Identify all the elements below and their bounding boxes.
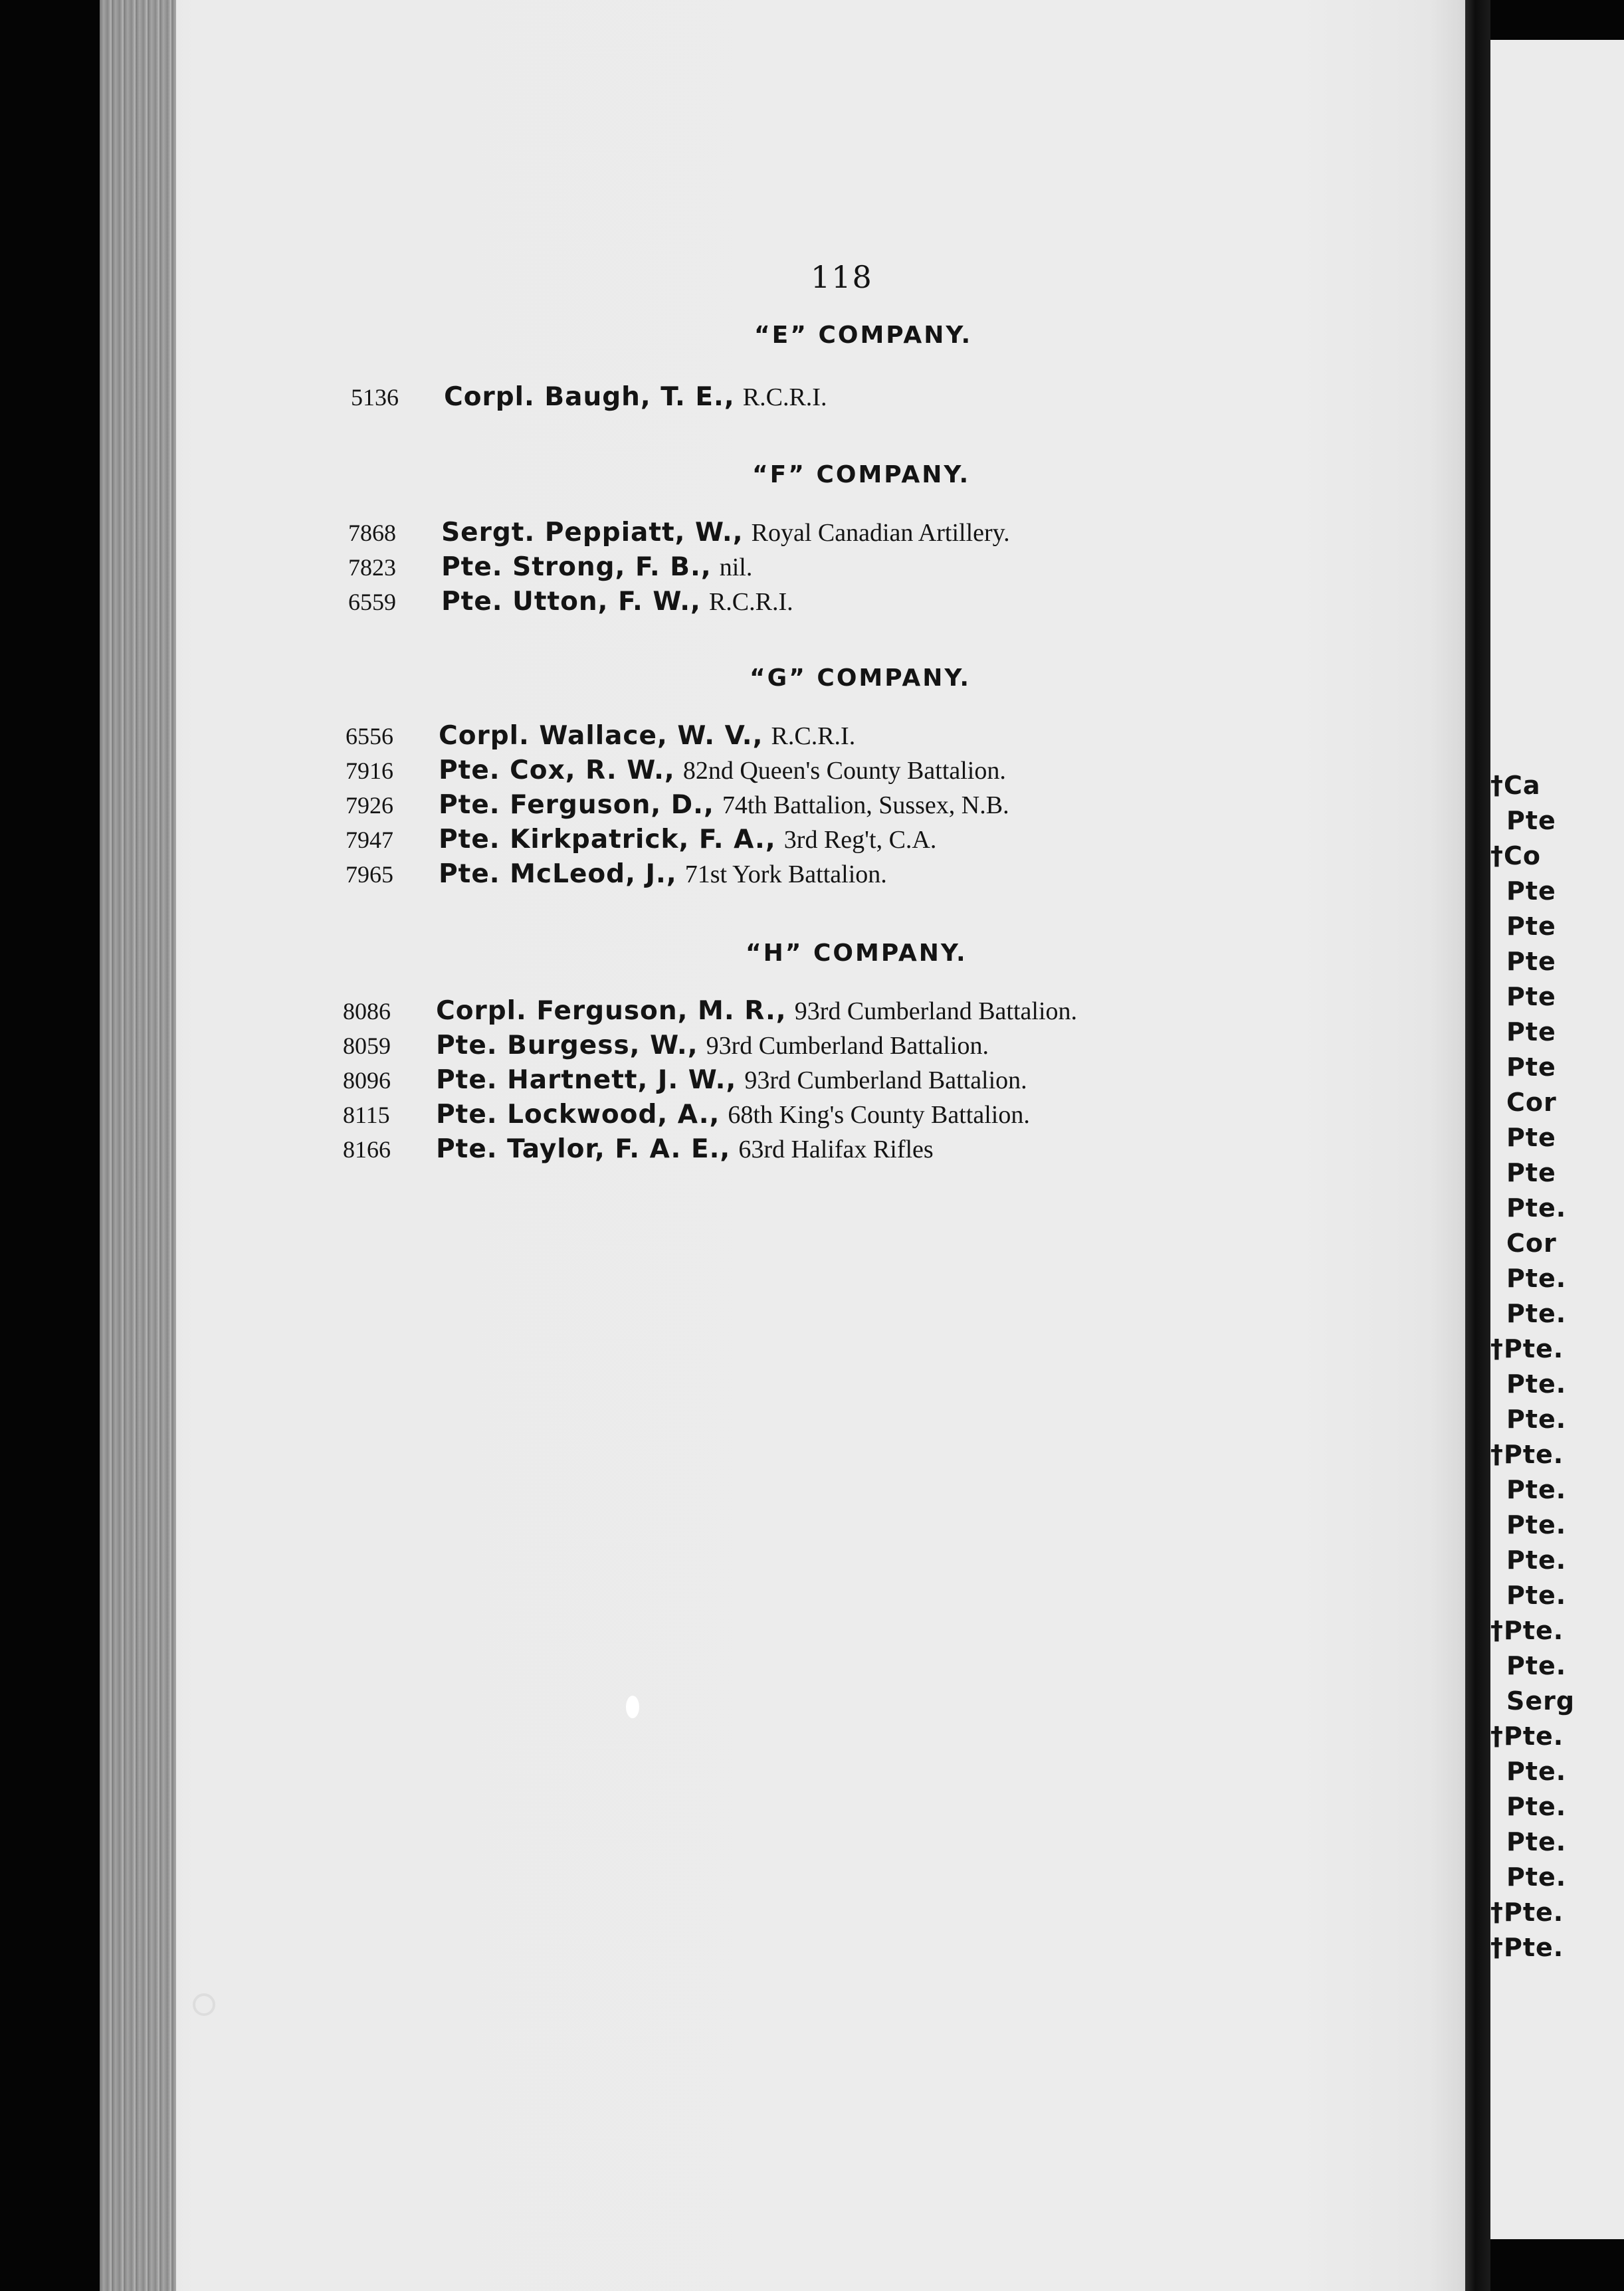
list-item bbox=[343, 1067, 1027, 1093]
right-page-line-fragment: Pte bbox=[1506, 912, 1556, 941]
right-page-line-fragment: Pte. bbox=[1506, 1510, 1567, 1540]
unit-name: 93rd Cumberland Battalion. bbox=[706, 1032, 989, 1060]
regimental-number: 7916 bbox=[346, 757, 393, 784]
unit-name: Royal Canadian Artillery. bbox=[751, 519, 1010, 547]
right-page-line-fragment: Pte. bbox=[1506, 1545, 1567, 1575]
list-item bbox=[346, 757, 1006, 783]
right-page-line-fragment: Pte. bbox=[1506, 1792, 1567, 1821]
list-item bbox=[348, 554, 752, 580]
regimental-number: 6556 bbox=[346, 723, 393, 749]
regimental-number: 7965 bbox=[346, 861, 393, 888]
right-page-line-fragment: Pte. bbox=[1506, 1299, 1567, 1328]
company-heading-f: “F” COMPANY. bbox=[752, 461, 971, 488]
right-page-line-fragment: Pte. bbox=[1506, 1264, 1567, 1293]
soldier-name: Corpl. Ferguson, M. R., bbox=[436, 996, 787, 1026]
list-item bbox=[346, 861, 887, 887]
right-page-line-fragment: Pte. bbox=[1506, 1651, 1567, 1680]
right-page-line-fragment: Pte bbox=[1506, 1017, 1556, 1046]
unit-name: R.C.R.I. bbox=[708, 588, 793, 616]
unit-name: 93rd Cumberland Battalion. bbox=[794, 997, 1078, 1025]
regimental-number: 8059 bbox=[343, 1033, 391, 1059]
regimental-number: 6559 bbox=[348, 589, 396, 615]
regimental-number: 7947 bbox=[346, 827, 393, 853]
right-page-line-fragment: †Pte. bbox=[1490, 1722, 1564, 1751]
regimental-number: 8086 bbox=[343, 998, 391, 1025]
list-item bbox=[346, 723, 855, 749]
soldier-name: Pte. Kirkpatrick, F. A., bbox=[439, 825, 776, 854]
right-page-line-fragment: Pte. bbox=[1506, 1193, 1567, 1223]
list-item bbox=[346, 792, 1009, 818]
company-heading-h: “H” COMPANY. bbox=[746, 940, 967, 967]
soldier-name: Pte. Cox, R. W., bbox=[439, 755, 675, 785]
right-page-line-fragment: Pte bbox=[1506, 947, 1556, 976]
regimental-number: 7823 bbox=[348, 554, 396, 581]
soldier-name: Pte. Burgess, W., bbox=[436, 1031, 698, 1060]
right-page-line-fragment: Pte. bbox=[1506, 1405, 1567, 1434]
unit-name: 63rd Halifax Rifles bbox=[738, 1136, 934, 1163]
right-page-line-fragment: Cor bbox=[1506, 1088, 1557, 1117]
list-item bbox=[351, 384, 827, 410]
right-page-line-fragment: Pte bbox=[1506, 876, 1556, 906]
list-item bbox=[343, 1102, 1030, 1128]
unit-name: 3rd Reg't, C.A. bbox=[783, 826, 937, 854]
right-page-line-fragment: †Pte. bbox=[1490, 1334, 1564, 1363]
soldier-name: Pte. Hartnett, J. W., bbox=[436, 1065, 737, 1095]
soldier-name: Pte. Taylor, F. A. E., bbox=[436, 1134, 731, 1164]
right-page-line-fragment: Pte. bbox=[1506, 1827, 1567, 1856]
page-number: 118 bbox=[811, 259, 873, 295]
right-page-line-fragment: Pte. bbox=[1506, 1475, 1567, 1504]
unit-name: 82nd Queen's County Battalion. bbox=[682, 757, 1006, 785]
list-item bbox=[348, 589, 793, 615]
scan-speck bbox=[193, 1993, 215, 2016]
right-page bbox=[1490, 40, 1624, 2239]
right-page-line-fragment: Pte bbox=[1506, 1158, 1556, 1187]
right-page-line-fragment: Pte bbox=[1506, 982, 1556, 1011]
regimental-number: 8096 bbox=[343, 1067, 391, 1094]
unit-name: 71st York Battalion. bbox=[684, 860, 887, 888]
soldier-name: Pte. Strong, F. B., bbox=[441, 552, 712, 582]
list-item bbox=[343, 1033, 989, 1058]
right-page-line-fragment: Pte bbox=[1506, 1123, 1556, 1152]
scan-speck bbox=[626, 1696, 639, 1718]
right-page-line-fragment: Pte bbox=[1506, 1052, 1556, 1082]
unit-name: R.C.R.I. bbox=[742, 383, 827, 411]
list-item bbox=[348, 520, 1010, 546]
right-page-line-fragment: Cor bbox=[1506, 1229, 1557, 1258]
right-page-line-fragment: †Pte. bbox=[1490, 1440, 1564, 1469]
soldier-name: Corpl. Baugh, T. E., bbox=[444, 382, 735, 412]
right-page-line-fragment: Pte. bbox=[1506, 1369, 1567, 1399]
unit-name: nil. bbox=[719, 553, 753, 581]
soldier-name: Corpl. Wallace, W. V., bbox=[439, 721, 763, 751]
right-page-line-fragment: Pte. bbox=[1506, 1757, 1567, 1786]
soldier-name: Pte. Utton, F. W., bbox=[441, 587, 701, 617]
regimental-number: 7868 bbox=[348, 520, 396, 546]
soldier-name: Sergt. Peppiatt, W., bbox=[441, 518, 744, 548]
right-page-line-fragment: †Pte. bbox=[1490, 1898, 1564, 1927]
soldier-name: Pte. Ferguson, D., bbox=[439, 790, 714, 820]
page-edge-stack bbox=[100, 0, 176, 2291]
unit-name: 74th Battalion, Sussex, N.B. bbox=[722, 791, 1009, 819]
regimental-number: 7926 bbox=[346, 792, 393, 819]
regimental-number: 8115 bbox=[343, 1102, 390, 1128]
regimental-number: 8166 bbox=[343, 1136, 391, 1163]
unit-name: 93rd Cumberland Battalion. bbox=[744, 1066, 1027, 1094]
company-heading-g: “G” COMPANY. bbox=[750, 664, 971, 692]
regimental-number: 5136 bbox=[351, 384, 399, 411]
list-item bbox=[343, 998, 1077, 1024]
right-page-line-fragment: †Co bbox=[1490, 841, 1541, 870]
right-page-line-fragment: †Pte. bbox=[1490, 1933, 1564, 1962]
right-page-line-fragment: Pte bbox=[1506, 806, 1556, 835]
list-item bbox=[343, 1136, 934, 1162]
unit-name: 68th King's County Battalion. bbox=[728, 1101, 1030, 1129]
list-item bbox=[346, 827, 936, 852]
unit-name: R.C.R.I. bbox=[771, 722, 856, 750]
right-page-line-fragment: †Ca bbox=[1490, 771, 1541, 800]
right-page-line-fragment: Pte. bbox=[1506, 1862, 1567, 1892]
right-page-line-fragment: †Pte. bbox=[1490, 1616, 1564, 1645]
book-gutter bbox=[1465, 0, 1490, 2291]
right-page-line-fragment: Serg bbox=[1506, 1686, 1575, 1716]
soldier-name: Pte. Lockwood, A., bbox=[436, 1100, 720, 1130]
soldier-name: Pte. McLeod, J., bbox=[439, 859, 677, 889]
company-heading-e: “E” COMPANY. bbox=[754, 322, 973, 349]
right-page-line-fragment: Pte. bbox=[1506, 1581, 1567, 1610]
